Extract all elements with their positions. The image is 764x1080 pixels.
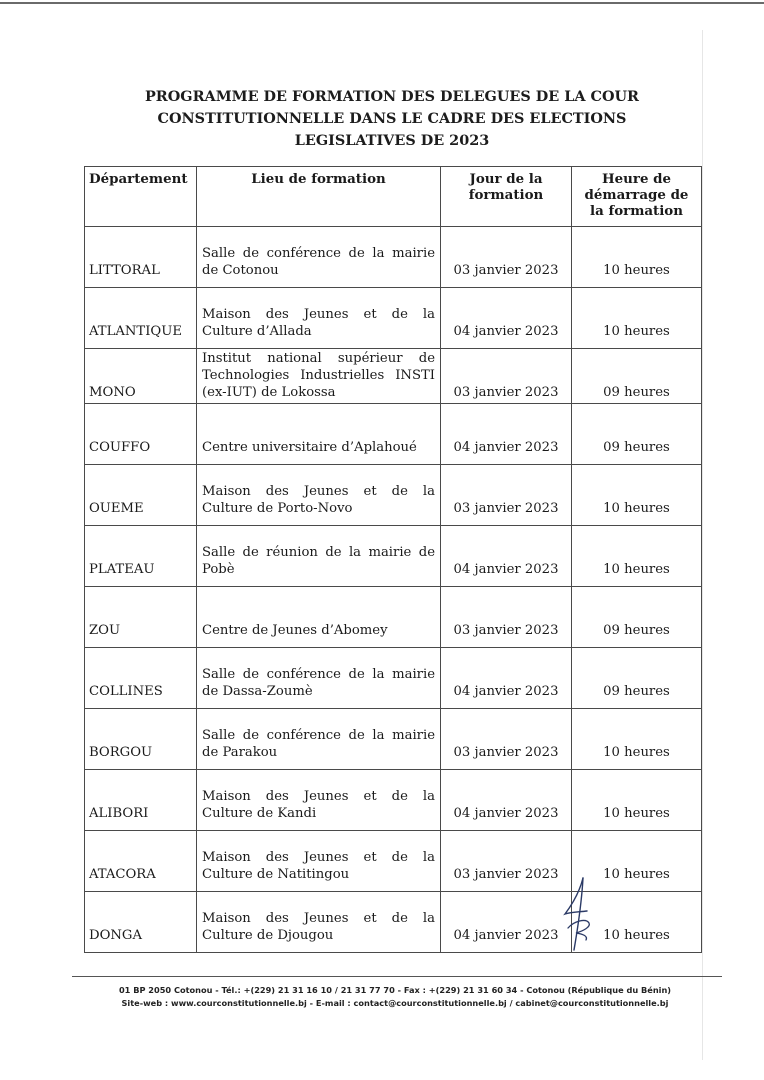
table-row (85, 404, 702, 465)
top-border-line (0, 2, 764, 4)
cell-departement: ALIBORI (85, 770, 197, 831)
cell-lieu: Maison des Jeunes et de la Culture de Kandi (197, 770, 441, 831)
footer-divider (72, 976, 722, 977)
header-jour-line-2: formation (468, 187, 544, 203)
right-margin-line (702, 30, 703, 1060)
cell-jour: 03 janvier 2023 (441, 831, 572, 892)
table-row (85, 526, 702, 587)
table-row (85, 587, 702, 648)
cell-departement: ZOU (85, 587, 197, 648)
cell-lieu: Institut national supérieur de Technologies Industrielles INSTI (ex-IUT) de Lokossa (197, 349, 441, 404)
header-jour (441, 167, 572, 227)
cell-lieu: Salle de conférence de la mairie de Parakou (197, 709, 441, 770)
cell-departement: PLATEAU (85, 526, 197, 587)
cell-heure: 10 heures (572, 288, 702, 349)
footer-contact (60, 984, 730, 1010)
cell-jour: 04 janvier 2023 (441, 770, 572, 831)
cell-jour: 03 janvier 2023 (441, 227, 572, 288)
cell-departement: MONO (85, 349, 197, 404)
header-lieu: Lieu de formation (197, 167, 441, 227)
table-row (85, 892, 702, 953)
header-departement: Département (85, 167, 197, 227)
footer-web-line: Site-web : www.courconstitutionnelle.bj - E-mail : contact@courconstitutionnelle.bj / cabinet@courconstitutionnelle.bj (121, 998, 669, 1008)
cell-jour: 04 janvier 2023 (441, 288, 572, 349)
cell-lieu: Maison des Jeunes et de la Culture de Natitingou (197, 831, 441, 892)
cell-heure: 10 heures (572, 831, 702, 892)
cell-lieu: Salle de conférence de la mairie de Dassa-Zoumè (197, 648, 441, 709)
table-row (85, 227, 702, 288)
cell-lieu: Salle de réunion de la mairie de Pobè (197, 526, 441, 587)
cell-departement: COUFFO (85, 404, 197, 465)
table-row (85, 831, 702, 892)
cell-heure: 09 heures (572, 404, 702, 465)
cell-lieu: Centre de Jeunes d’Abomey (197, 587, 441, 648)
cell-heure: 10 heures (572, 770, 702, 831)
header-heure-line-3: la formation (590, 203, 683, 219)
title-line-1: PROGRAMME DE FORMATION DES DELEGUES DE LA COUR (144, 88, 640, 105)
cell-heure: 09 heures (572, 349, 702, 404)
cell-lieu: Centre universitaire d’Aplahoué (197, 404, 441, 465)
cell-departement: DONGA (85, 892, 197, 953)
cell-jour: 03 janvier 2023 (441, 349, 572, 404)
cell-heure: 10 heures (572, 892, 702, 953)
header-heure-line-1: Heure de (601, 171, 672, 187)
footer-address-line: 01 BP 2050 Cotonou - Tél.: +(229) 21 31 16 10 / 21 31 77 70 - Fax : +(229) 21 31 60 34 - Cotonou (République du Bénin) (118, 985, 672, 995)
table-row (85, 770, 702, 831)
table-row (85, 349, 702, 404)
table-row (85, 465, 702, 526)
cell-departement: BORGOU (85, 709, 197, 770)
cell-heure: 10 heures (572, 465, 702, 526)
cell-departement: COLLINES (85, 648, 197, 709)
document-title (80, 86, 704, 152)
table-row (85, 709, 702, 770)
table-row (85, 288, 702, 349)
cell-lieu: Maison des Jeunes et de la Culture de Porto-Novo (197, 465, 441, 526)
title-line-3: LEGISLATIVES DE 2023 (294, 132, 490, 149)
handwritten-signature (556, 876, 602, 952)
header-jour-line-1: Jour de la (469, 171, 543, 187)
cell-jour: 04 janvier 2023 (441, 892, 572, 953)
cell-jour: 03 janvier 2023 (441, 587, 572, 648)
table-row (85, 648, 702, 709)
cell-jour: 04 janvier 2023 (441, 648, 572, 709)
table-header-row (85, 167, 702, 227)
cell-heure: 10 heures (572, 227, 702, 288)
cell-departement: ATACORA (85, 831, 197, 892)
header-heure-line-2: démarrage de (584, 187, 689, 203)
cell-departement: OUEME (85, 465, 197, 526)
cell-jour: 03 janvier 2023 (441, 709, 572, 770)
cell-lieu: Maison des Jeunes et de la Culture de Djougou (197, 892, 441, 953)
cell-heure: 09 heures (572, 648, 702, 709)
cell-lieu: Salle de conférence de la mairie de Cotonou (197, 227, 441, 288)
cell-jour: 03 janvier 2023 (441, 465, 572, 526)
header-heure (572, 167, 702, 227)
cell-jour: 04 janvier 2023 (441, 526, 572, 587)
cell-jour: 04 janvier 2023 (441, 404, 572, 465)
training-schedule-table (84, 166, 702, 953)
cell-heure: 10 heures (572, 709, 702, 770)
cell-lieu: Maison des Jeunes et de la Culture d’Allada (197, 288, 441, 349)
cell-departement: ATLANTIQUE (85, 288, 197, 349)
cell-heure: 09 heures (572, 587, 702, 648)
cell-departement: LITTORAL (85, 227, 197, 288)
cell-heure: 10 heures (572, 526, 702, 587)
title-line-2: CONSTITUTIONNELLE DANS LE CADRE DES ELECTIONS (157, 110, 627, 127)
